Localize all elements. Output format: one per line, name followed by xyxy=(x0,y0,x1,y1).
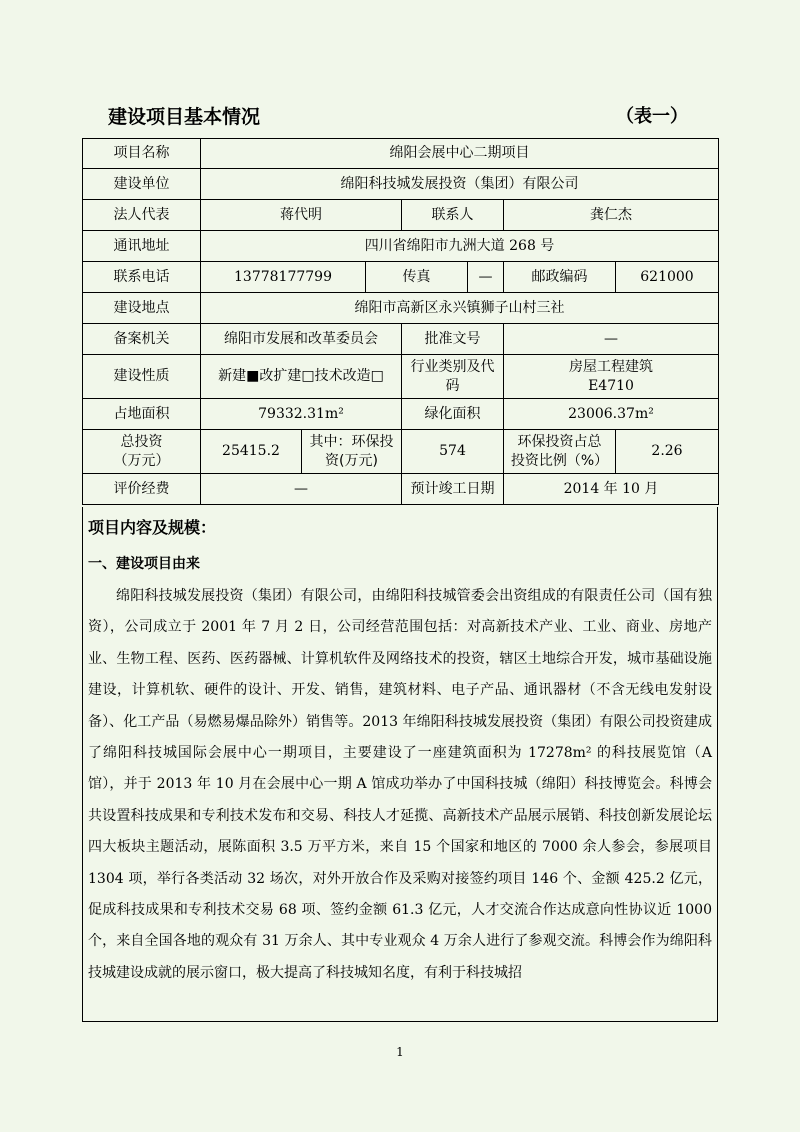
table-row xyxy=(83,200,719,231)
label-address: 通讯地址 xyxy=(83,231,201,262)
value-investment: 25415.2 xyxy=(201,430,302,474)
table-row xyxy=(83,169,719,200)
label-phone: 联系电话 xyxy=(83,262,201,293)
value-industry xyxy=(504,355,719,399)
value-industry-line2: E4710 xyxy=(588,377,634,394)
table-row xyxy=(83,231,719,262)
table-row xyxy=(83,324,719,355)
label-site: 建设地点 xyxy=(83,293,201,324)
subheading: 一、建设项目由来 xyxy=(88,556,200,572)
table-row xyxy=(83,293,719,324)
page-number: 1 xyxy=(396,1045,404,1059)
label-approval: 批准文号 xyxy=(402,324,504,355)
label-area: 占地面积 xyxy=(83,399,201,430)
value-env-ratio: 2.26 xyxy=(616,430,719,474)
label-investment xyxy=(83,430,201,474)
label-env-line2: 资(万元) xyxy=(325,452,378,469)
body-paragraph: 绵阳科技城发展投资（集团）有限公司，由绵阳科技城管委会出资组成的有限责任公司（国有独资），公司成立于 2001 年 7 月 2 日，公司经营范围包括：对高新技术产业、工业、商业、房地产业、生物工程、医药、医药器械、计算机软件及网络技术的投资，辖区土地综合开发，城市基础设施建设，计算机软、硬件的设计、开发、销售，建筑材料、电子产品、通讯器材（不含无线电发射设备）、化工产品（易燃易爆品除外）销售等。2013 年绵阳科技城发展投资（集团）有限公司投资建成了绵阳科技城国际会展中心一期项目，主要建设了一座建筑面积为 17278m² 的科技展览馆（A 馆），并于 2013 年 10 月在会展中心一期 A 馆成功举办了中国科技城（绵阳）科技博览会。科博会共设置科技成果和专利技术发布和交易、科技人才延揽、高新技术产品展示展销、科技创新发展论坛四大板块主题活动，展陈面积 3.5 万平方米，来自 15 个国家和地区的 7000 余人参会，参展项目 1304 项，举行各类活动 32 场次，对外开放合作及采购对接签约项目 146 个、金额 425.2 亿元，促成科技成果和专利技术交易 68 项、签约金额 61.3 亿元，人才交流合作达成意向性协议近 1000 个，来自全国各地的观众有 31 万余人、其中专业观众 4 万余人进行了参观交流。科博会作为绵阳科技城建设成就的展示窗口，极大提高了科技城知名度，有利于科技城招 xyxy=(88,588,712,981)
label-fee: 评价经费 xyxy=(83,474,201,505)
label-legal-rep: 法人代表 xyxy=(83,200,201,231)
value-phone: 13778177799 xyxy=(201,262,366,293)
value-builder: 绵阳科技城发展投资（集团）有限公司 xyxy=(201,169,719,200)
value-fax: — xyxy=(468,262,504,293)
table-number: （表一） xyxy=(616,106,688,127)
table-row xyxy=(83,355,719,399)
label-env-ratio xyxy=(504,430,616,474)
value-completion: 2014 年 10 月 xyxy=(504,474,719,505)
project-info-table xyxy=(82,138,719,505)
table-row xyxy=(83,430,719,474)
table-row xyxy=(83,474,719,505)
label-env-line1: 其中：环保投 xyxy=(309,433,394,450)
value-env-investment: 574 xyxy=(402,430,504,474)
label-investment-line1: 总投资 xyxy=(120,433,163,450)
table-row xyxy=(83,399,719,430)
value-legal-rep: 蒋代明 xyxy=(201,200,402,231)
label-builder: 建设单位 xyxy=(83,169,201,200)
label-project-name: 项目名称 xyxy=(83,139,201,169)
section-title: 项目内容及规模： xyxy=(88,518,217,537)
value-project-name: 绵阳会展中心二期项目 xyxy=(201,139,719,169)
label-green-area: 绿化面积 xyxy=(402,399,504,430)
value-filing: 绵阳市发展和改革委员会 xyxy=(201,324,402,355)
value-contact: 龚仁杰 xyxy=(504,200,719,231)
label-contact: 联系人 xyxy=(402,200,504,231)
value-green-area: 23006.37m² xyxy=(504,399,719,430)
label-ratio-line1: 环保投资占总 xyxy=(517,433,602,450)
label-completion: 预计竣工日期 xyxy=(402,474,504,505)
value-approval: — xyxy=(504,324,719,355)
label-env-investment xyxy=(302,430,402,474)
value-address: 四川省绵阳市九洲大道 268 号 xyxy=(201,231,719,262)
table-row xyxy=(83,262,719,293)
label-filing: 备案机关 xyxy=(83,324,201,355)
value-nature: 新建■改扩建□技术改造□ xyxy=(201,355,402,399)
value-area: 79332.31m² xyxy=(201,399,402,430)
label-postcode: 邮政编码 xyxy=(504,262,616,293)
value-site: 绵阳市高新区永兴镇狮子山村三社 xyxy=(201,293,719,324)
label-ratio-line2: 投资比例（%） xyxy=(510,452,609,469)
table-row xyxy=(83,139,719,169)
label-investment-line2: （万元） xyxy=(113,452,170,469)
value-industry-line1: 房屋工程建筑 xyxy=(569,358,653,375)
header xyxy=(108,102,688,132)
project-content-section xyxy=(82,507,718,1022)
value-fee: — xyxy=(201,474,402,505)
label-fax: 传真 xyxy=(366,262,468,293)
value-postcode: 621000 xyxy=(616,262,719,293)
page-title: 建设项目基本情况 xyxy=(108,106,261,128)
label-industry: 行业类别及代码 xyxy=(402,355,504,399)
label-nature: 建设性质 xyxy=(83,355,201,399)
